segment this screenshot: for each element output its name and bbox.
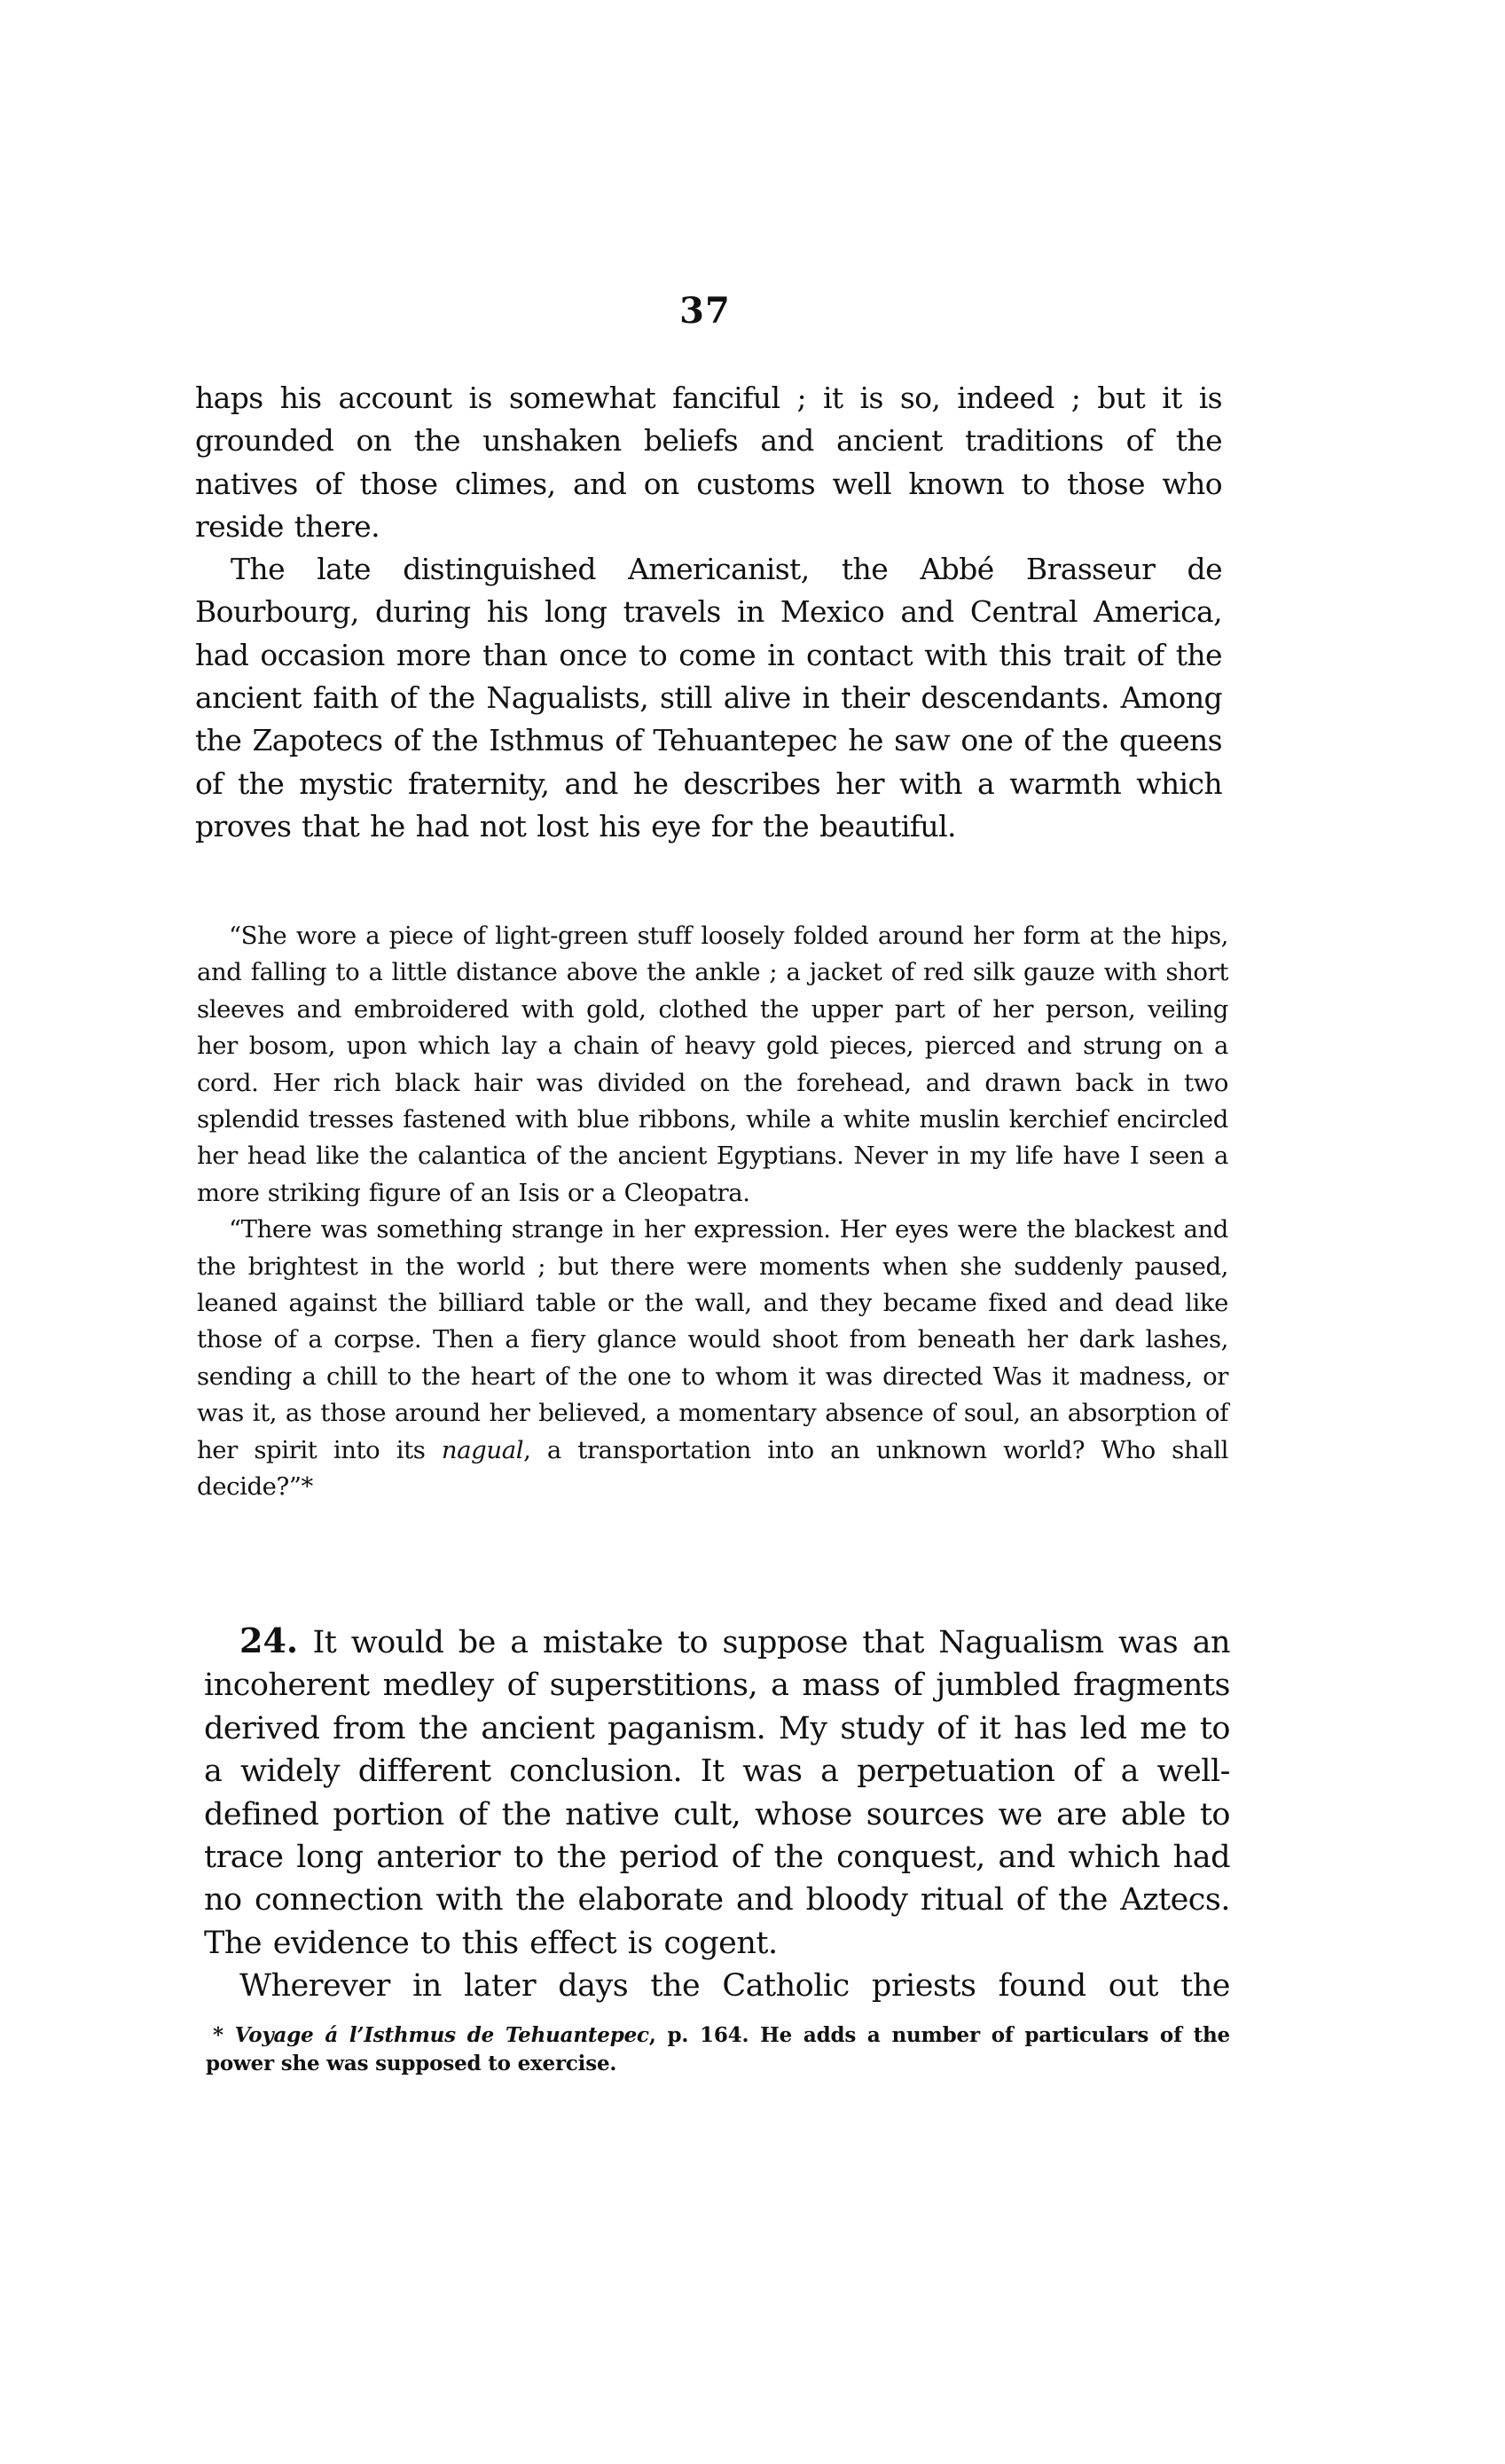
paragraph-continued: haps his account is somewhat fanciful ; it is so, indeed ; but it is grounded on the unshaken beliefs and ancient traditions of the natives of those climes, and on customs well known to those who reside there.	[195, 381, 1222, 544]
section-24	[204, 1620, 1230, 2008]
section-paragraph-1	[204, 1620, 1230, 1965]
quote-italic-term: nagual	[441, 1435, 524, 1464]
block-quote	[197, 918, 1228, 1506]
footnote	[206, 2021, 1230, 2078]
section-number: 24.	[239, 1620, 299, 1660]
quote-paragraph-1: “She wore a piece of light-green stuff loosely folded around her form at the hips, and falling to a little distance above the ankle ; a jacket of red silk gauze with short sleeves and embroidered with gold, clothed the upper part of her person, veiling her bosom, upon which lay a chain of heavy gold pieces, pierced and strung on a cord. Her rich black hair was divided on the forehead, and drawn back in two splendid tresses fastened with blue ribbons, while a white muslin kerchief encircled her head like the calantica of the ancient Egyptians. Never in my life have I seen a more striking figure of an Isis or a Cleopatra.	[197, 922, 1228, 1207]
quote-paragraph-2	[197, 1212, 1228, 1505]
footnote-text	[206, 2021, 1230, 2078]
quote-text: “There was something strange in her expression. Her eyes were the blackest and the brightest in the world ; but there were moments when she suddenly paused, leaned against the billiard table or the wall, and they became fixed and dead like those of a corpse. Then a fiery glance would shoot from beneath her dark lashes, sending a chill to the heart of the one to whom it was directed Was it madness, or was it, as those around her believed, a momentary absence of soul, an absorption of her spirit into its	[197, 1215, 1228, 1464]
body-text	[195, 377, 1222, 848]
footnote-marker: *	[213, 2023, 235, 2047]
paragraph-brasseur: The late distinguished Americanist, the Abbé Brasseur de Bourbourg, during his long travels in Mexico and Central America, had occasion more than once to come in contact with this trait of the ancient faith of the Nagualists, still alive in their descendants. Among the Zapotecs of the Isthmus of Tehuantepec he saw one of the queens of the mystic fraternity, and he describes her with a warmth which proves that he had not lost his eye for the beautiful.	[195, 552, 1222, 844]
page-number: 37	[679, 290, 731, 332]
quote-text-end: , a transportation into an unknown world? Who shall decide?”*	[197, 1435, 1228, 1502]
footnote-title: Voyage á l’Isthmus de Tehuantepec	[234, 2023, 649, 2047]
footnote-rest: , p. 164. He adds a number of particulars of the power she was supposed to exercise.	[206, 2023, 1230, 2076]
section-paragraph-2: Wherever in later days the Catholic priests found out the	[239, 1968, 1230, 2005]
section-text: It would be a mistake to suppose that Nagualism was an incoherent medley of superstitions, a mass of jumbled fragments derived from the ancient paganism. My study of it has led me to a widely different conclusion. It was a perpetuation of a well-defined portion of the native cult, whose sources we are able to trace long anterior to the period of the conquest, and which had no connection with the elaborate and bloody ritual of the Aztecs. The evidence to this effect is cogent.	[204, 1625, 1230, 1961]
